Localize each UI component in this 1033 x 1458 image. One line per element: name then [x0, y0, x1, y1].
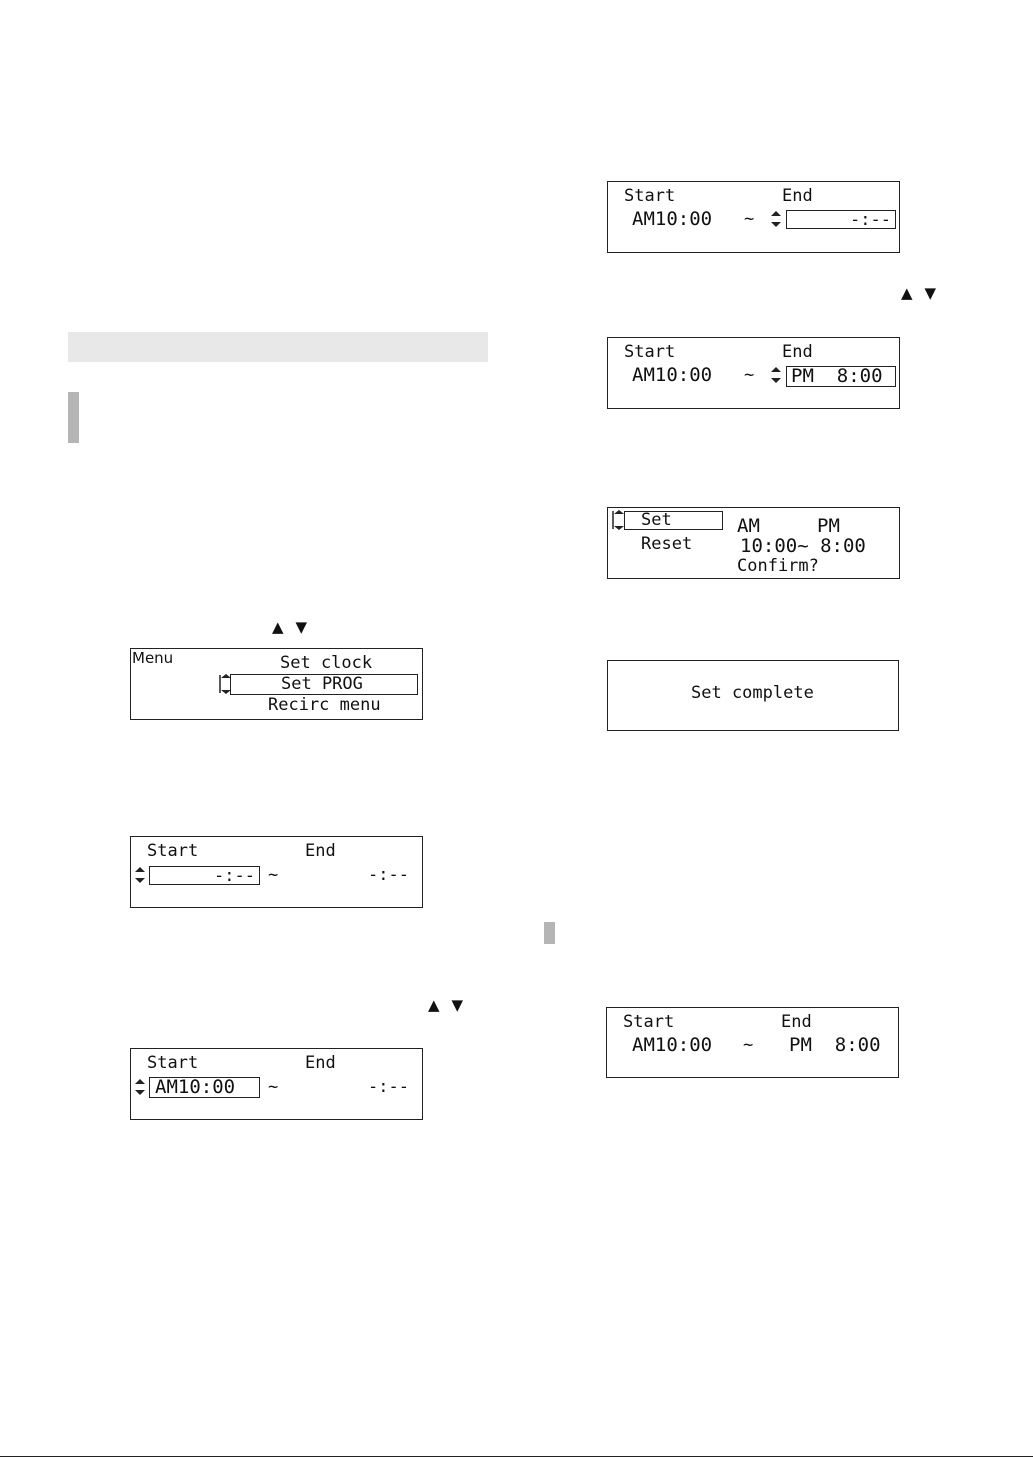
- start-time-field[interactable]: -:--: [149, 866, 260, 885]
- up-arrow-icon: ▲: [428, 996, 452, 1014]
- confirm-times: 10:00~ 8:00: [740, 535, 866, 557]
- end-label: End: [781, 1012, 812, 1032]
- up-down-arrows-icon: [272, 618, 319, 636]
- end-time-value: -:--: [368, 1077, 409, 1097]
- start-time-value: AM10:00: [632, 208, 713, 230]
- lcd-end-blank-screen: [607, 181, 900, 253]
- menu-item-set-prog[interactable]: Set PROG: [230, 674, 418, 695]
- start-label: Start: [623, 1012, 675, 1032]
- lcd-end-set-screen: [607, 337, 900, 409]
- am-label: AM: [737, 515, 760, 537]
- end-label: End: [305, 841, 336, 861]
- menu-title: Menu: [132, 649, 174, 667]
- lcd-start-blank-screen: [130, 836, 423, 908]
- end-label: End: [782, 342, 813, 362]
- up-down-arrows-icon: [901, 284, 948, 302]
- up-down-selector-icon: [770, 366, 782, 384]
- up-down-selector-icon: [134, 866, 146, 884]
- start-label: Start: [147, 841, 199, 861]
- start-label: Start: [147, 1053, 199, 1073]
- up-down-selector-icon: [770, 210, 782, 228]
- menu-item-set-clock[interactable]: Set clock: [280, 653, 373, 673]
- option-reset[interactable]: Reset: [641, 534, 693, 554]
- tilde-separator: ~: [744, 365, 755, 385]
- lcd-start-set-screen: [130, 1048, 423, 1120]
- confirm-question: Confirm?: [737, 556, 819, 576]
- down-arrow-icon: ▼: [924, 284, 949, 302]
- tilde-separator: ~: [268, 865, 279, 885]
- up-down-selector-icon: [612, 510, 624, 528]
- step-marker: [544, 922, 555, 944]
- option-set[interactable]: Set: [624, 511, 723, 530]
- down-arrow-icon: ▼: [295, 618, 320, 636]
- start-label: Start: [624, 342, 676, 362]
- complete-message: Set complete: [691, 683, 814, 703]
- end-label: End: [782, 186, 813, 206]
- down-arrow-icon: ▼: [451, 996, 476, 1014]
- pm-label: PM: [817, 515, 840, 537]
- menu-item-recirc-menu[interactable]: Recirc menu: [268, 695, 381, 715]
- up-arrow-icon: ▲: [272, 618, 296, 636]
- start-label: Start: [624, 186, 676, 206]
- start-time-value: AM10:00: [632, 1034, 713, 1056]
- step-marker: [68, 392, 79, 443]
- lcd-final-screen: [606, 1007, 899, 1078]
- section-header-bar: [68, 332, 488, 362]
- lcd-complete-screen: [607, 660, 899, 731]
- up-arrow-icon: ▲: [901, 284, 925, 302]
- tilde-separator: ~: [268, 1077, 279, 1097]
- end-time-field[interactable]: -:--: [786, 210, 896, 229]
- tilde-separator: ~: [743, 1035, 754, 1055]
- lcd-confirm-screen: [607, 507, 900, 579]
- page-bottom-rule: [0, 1456, 1033, 1457]
- lcd-menu-screen: [130, 648, 423, 720]
- tilde-separator: ~: [744, 209, 755, 229]
- up-down-arrows-icon: [428, 996, 475, 1014]
- start-time-field[interactable]: AM10:00: [149, 1077, 260, 1098]
- end-time-value: PM 8:00: [789, 1034, 881, 1056]
- end-label: End: [305, 1053, 336, 1073]
- end-time-value: -:--: [368, 865, 409, 885]
- start-time-value: AM10:00: [632, 364, 713, 386]
- end-time-field[interactable]: PM 8:00: [786, 366, 896, 387]
- up-down-selector-icon: [134, 1078, 146, 1096]
